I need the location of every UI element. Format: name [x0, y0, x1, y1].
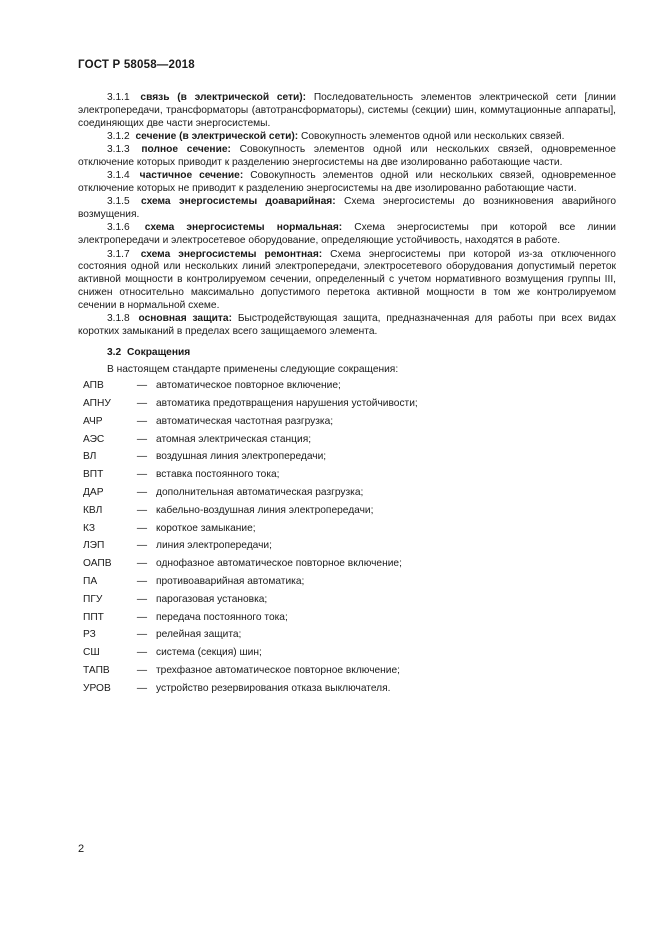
abbreviation-row	[78, 647, 616, 665]
abbreviation-row	[78, 558, 616, 576]
abbreviation-row	[78, 451, 616, 469]
abbreviation-definition: линия электропередачи;	[156, 540, 272, 552]
document-body	[78, 92, 616, 701]
dash: —	[136, 611, 148, 623]
document-header: ГОСТ Р 58058—2018	[78, 59, 195, 71]
term-name: схема энергосистемы нормальная:	[144, 222, 343, 234]
abbreviation-code: КВЛ	[83, 504, 103, 516]
abbreviations-list	[78, 380, 616, 700]
term-name: полное сечение:	[141, 144, 231, 156]
dash: —	[136, 558, 148, 570]
term-3-1-6	[78, 222, 616, 248]
term-name: связь (в электрической сети):	[140, 92, 307, 103]
abbreviation-code: ПА	[83, 576, 98, 587]
term-3-1-3	[78, 144, 616, 170]
term-name: частичное сечение:	[139, 170, 244, 182]
abbreviation-code: УРОВ	[83, 682, 111, 694]
section-title: Сокращения	[127, 346, 191, 358]
abbreviation-code: ЛЭП	[83, 540, 105, 552]
term-3-1-5	[78, 196, 616, 222]
dash: —	[136, 522, 148, 534]
abbreviation-row	[78, 523, 616, 541]
term-definition: Совокупность элементов одной или нескольких связей.	[301, 130, 565, 142]
abbreviation-code: ДАР	[83, 487, 104, 499]
abbreviation-definition: автоматическая частотная разгрузка;	[156, 415, 334, 427]
dash: —	[136, 576, 148, 587]
abbreviation-code: ТАПВ	[83, 664, 110, 676]
term-number: 3.1.2	[107, 130, 130, 142]
term-3-1-1	[78, 92, 616, 130]
abbreviation-row	[78, 380, 616, 398]
term-name: схема энергосистемы доаварийная:	[141, 196, 336, 208]
term-name: сечение (в электрической сети):	[135, 130, 299, 142]
abbreviation-code: АЧР	[83, 415, 103, 427]
section-heading	[107, 347, 616, 360]
abbreviation-row	[78, 612, 616, 630]
abbreviation-definition: однофазное автоматическое повторное включение;	[156, 558, 402, 570]
abbreviation-definition: вставка постоянного тока;	[156, 469, 280, 481]
abbreviation-code: РЗ	[83, 629, 96, 641]
abbreviation-code: АПНУ	[83, 398, 111, 410]
abbreviation-row	[78, 665, 616, 683]
section-number: 3.2	[107, 346, 122, 358]
term-3-1-4	[78, 170, 616, 196]
page-number: 2	[78, 843, 85, 855]
term-number: 3.1.1	[107, 92, 130, 103]
abbreviation-row	[78, 540, 616, 558]
dash: —	[136, 629, 148, 641]
term-name: основная защита:	[138, 313, 232, 325]
abbreviation-code: КЗ	[83, 522, 95, 534]
term-definition: Схема энергосистемы при которой из-за отключенного состояния одной или нескольких линий электропередачи, электросетевого оборудования допустимый переток активной мощности в контролируемом сечении, определенный с учетом нормативного возмущения группы III, снижен относительно максимально допустимого перетока активной мощности в том же контролируемом сечении в нормальной схеме.	[78, 248, 616, 311]
term-name: схема энергосистемы ремонтная:	[140, 248, 323, 260]
dash: —	[136, 682, 148, 694]
abbreviation-definition: передача постоянного тока;	[156, 611, 288, 623]
abbreviation-code: АЭС	[83, 433, 105, 445]
abbreviation-code: ОАПВ	[83, 558, 112, 570]
term-definition: Последовательность элементов электрической сети [линии электропередачи, трансформаторы (автотрансформаторы), системы (секции) шин, коммутационные аппараты], соединяющих две части энергосистемы.	[78, 92, 616, 129]
dash: —	[136, 469, 148, 481]
abbreviation-definition: воздушная линия электропередачи;	[156, 451, 327, 463]
abbreviation-code: ВПТ	[83, 469, 104, 481]
term-3-1-2	[78, 131, 616, 144]
abbreviation-definition: релейная защита;	[156, 629, 242, 641]
dash: —	[136, 398, 148, 410]
term-number: 3.1.7	[107, 248, 130, 260]
dash: —	[136, 540, 148, 552]
term-definition: Совокупность элементов одной или нескольких связей, одновременное отключение которых не приводит к разделению энергосистемы на две изолированно работающие части.	[78, 170, 616, 195]
abbreviation-code: СШ	[83, 647, 100, 659]
abbreviation-row	[78, 629, 616, 647]
abbreviations-intro: В настоящем стандарте применены следующие сокращения:	[107, 364, 399, 376]
term-definition: Совокупность элементов одной или нескольких связей, одновременное отключение которых приводит к разделению энергосистемы на две изолированно работающие части.	[78, 144, 616, 168]
abbreviation-row	[78, 683, 616, 701]
abbreviation-definition: автоматическое повторное включение;	[156, 380, 341, 392]
term-3-1-7	[78, 249, 616, 313]
dash: —	[136, 380, 148, 392]
abbreviation-row	[78, 487, 616, 505]
abbreviation-row	[78, 505, 616, 523]
term-definition: Схема энергосистемы до возникновения аварийного возмущения.	[78, 196, 616, 221]
dash: —	[136, 487, 148, 499]
dash: —	[136, 647, 148, 659]
dash: —	[136, 504, 148, 516]
term-number: 3.1.3	[107, 144, 130, 156]
abbreviation-definition: система (секция) шин;	[156, 647, 262, 659]
abbreviation-code: ПГУ	[83, 593, 103, 605]
term-number: 3.1.6	[107, 222, 130, 234]
abbreviation-definition: автоматика предотвращения нарушения устойчивости;	[156, 398, 418, 410]
term-3-1-8	[78, 313, 616, 339]
abbreviation-code: АПВ	[83, 380, 104, 392]
terms-list	[78, 92, 616, 339]
abbreviation-row	[78, 469, 616, 487]
abbreviation-definition: парогазовая установка;	[156, 593, 268, 605]
abbreviation-code: ВЛ	[83, 451, 97, 463]
abbreviation-row	[78, 398, 616, 416]
abbreviation-row	[78, 576, 616, 594]
term-definition: Схема энергосистемы при которой все линии электропередачи и электросетевое оборудование, определяющие устойчивость, находятся в работе.	[78, 222, 617, 247]
abbreviation-definition: устройство резервирования отказа выключателя.	[156, 682, 391, 694]
abbreviation-definition: противоаварийная автоматика;	[156, 576, 305, 587]
abbreviation-definition: атомная электрическая станция;	[156, 433, 312, 445]
abbreviation-row	[78, 434, 616, 452]
abbreviation-row	[78, 594, 616, 612]
abbreviation-code: ППТ	[83, 611, 104, 623]
term-number: 3.1.5	[107, 196, 130, 208]
term-number: 3.1.8	[107, 313, 130, 325]
dash: —	[136, 593, 148, 605]
abbreviation-definition: кабельно-воздушная линия электропередачи;	[156, 504, 374, 516]
dash: —	[136, 451, 148, 463]
abbreviation-definition: дополнительная автоматическая разгрузка;	[156, 487, 364, 499]
abbreviation-row	[78, 416, 616, 434]
abbreviation-definition: трехфазное автоматическое повторное включение;	[156, 664, 400, 676]
term-definition: Быстродействующая защита, предназначенная для работы при всех видах коротких замыканий в пределах всего защищаемого элемента.	[78, 313, 616, 337]
dash: —	[136, 664, 148, 676]
abbreviation-definition: короткое замыкание;	[156, 522, 256, 534]
dash: —	[136, 415, 148, 427]
dash: —	[136, 433, 148, 445]
term-number: 3.1.4	[107, 170, 130, 182]
